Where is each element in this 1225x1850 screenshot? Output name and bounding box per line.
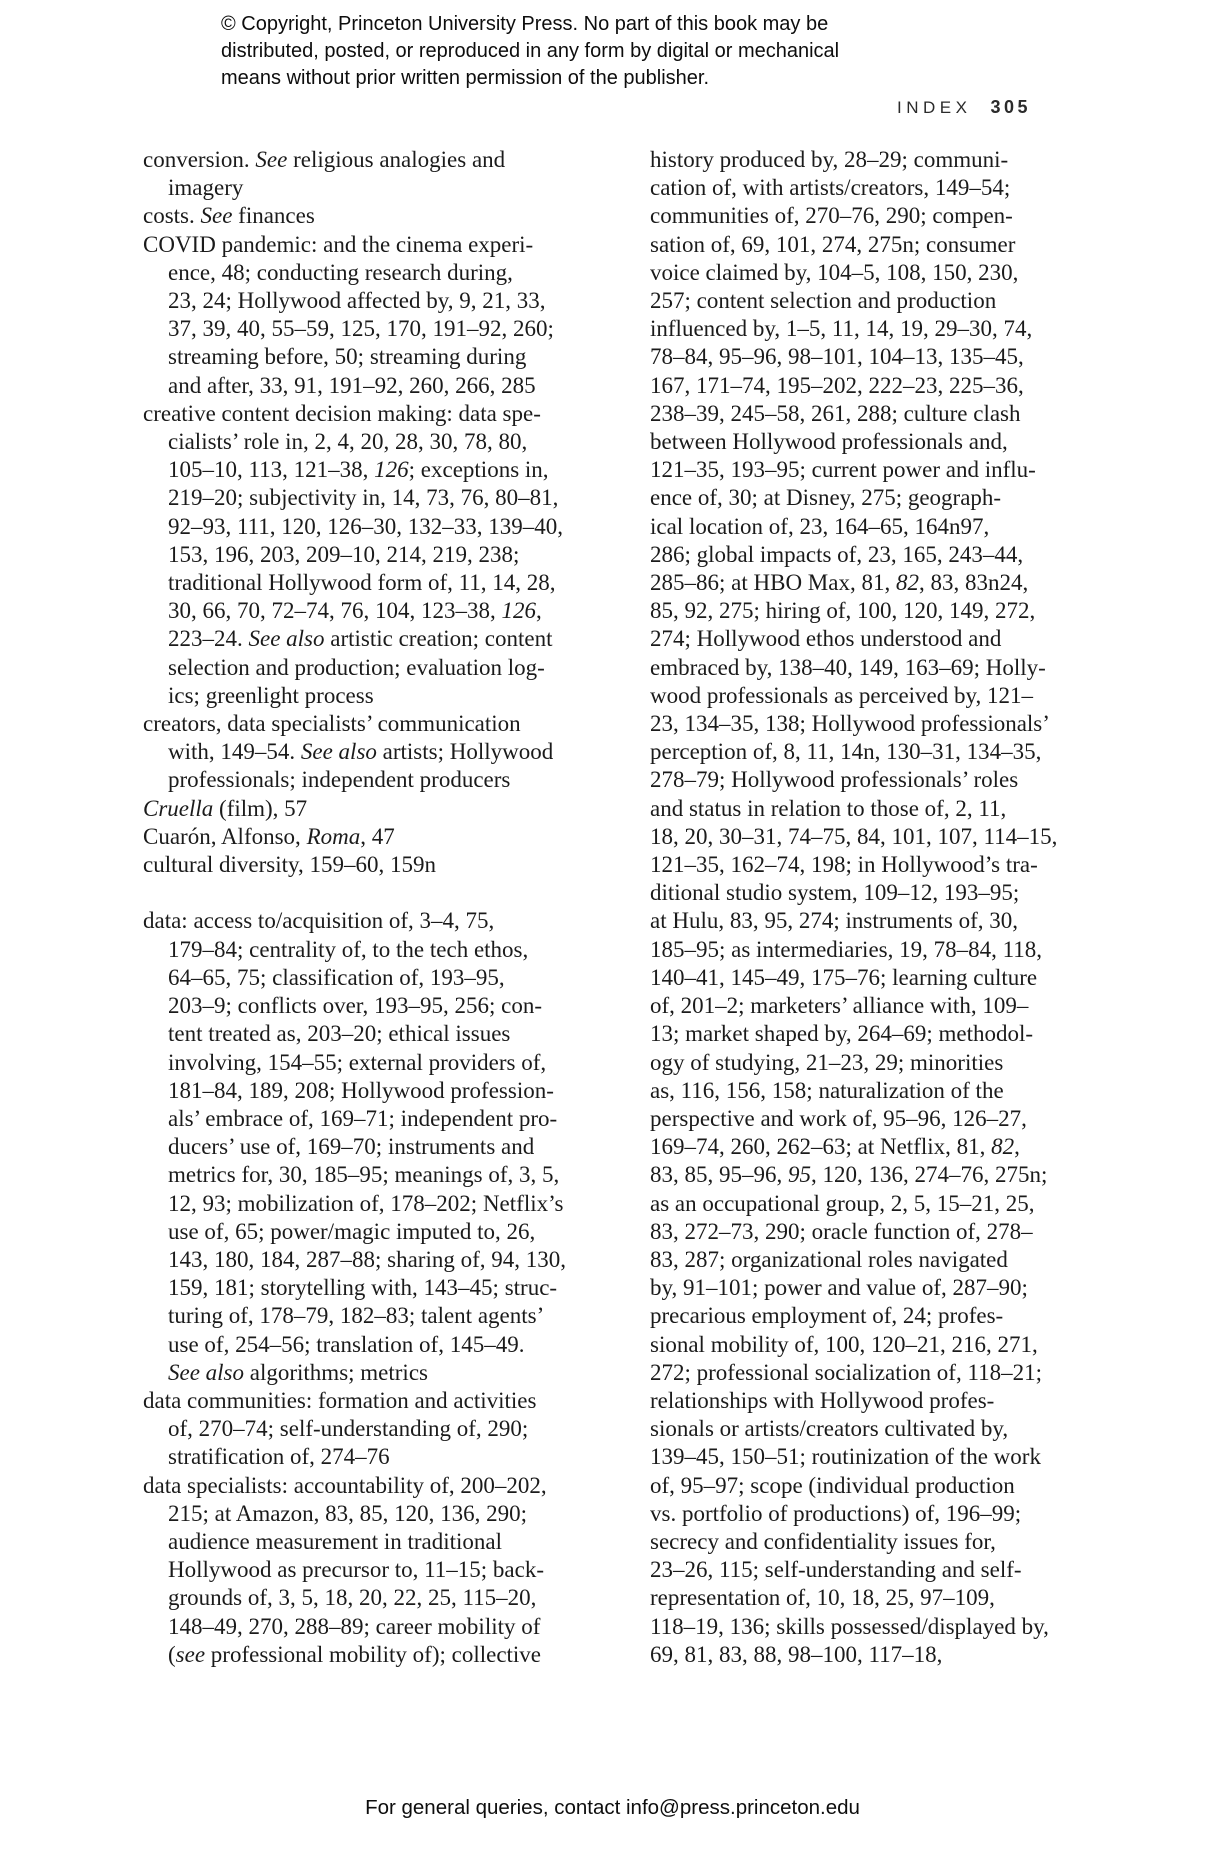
- index-line: ogy of studying, 21–23, 29; minorities: [650, 1049, 1004, 1075]
- index-line: 286; global impacts of, 23, 165, 243–44,: [650, 541, 1024, 567]
- index-line: 215; at Amazon, 83, 85, 120, 136, 290;: [168, 1500, 528, 1526]
- index-line: 167, 171–74, 195–202, 222–23, 225–36,: [650, 372, 1024, 398]
- footer-text: For general queries, contact info@press.princeton.edu: [365, 1796, 860, 1819]
- index-line: embraced by, 138–40, 149, 163–69; Holly-: [650, 654, 1046, 680]
- index-line: by, 91–101; power and value of, 287–90;: [650, 1275, 1028, 1301]
- index-line: 118–19, 136; skills possessed/displayed by,: [650, 1613, 1049, 1639]
- index-line: sation of, 69, 101, 274, 275n; consumer: [650, 231, 1016, 257]
- index-line: Cuarón, Alfonso, Roma, 47: [143, 823, 395, 849]
- index-line: wood professionals as perceived by, 121–: [650, 682, 1034, 708]
- index-line: conversion. See religious analogies and: [143, 147, 506, 172]
- index-line: history produced by, 28–29; communi-: [650, 147, 1009, 172]
- index-line: ditional studio system, 109–12, 193–95;: [650, 880, 1020, 906]
- index-line: communities of, 270–76, 290; compen-: [650, 203, 1013, 229]
- index-line: 139–45, 150–51; routinization of the work: [650, 1444, 1041, 1470]
- index-line: voice claimed by, 104–5, 108, 150, 230,: [650, 259, 1019, 285]
- index-line: 85, 92, 275; hiring of, 100, 120, 149, 272,: [650, 598, 1036, 624]
- index-line: 159, 181; storytelling with, 143–45; struc-: [168, 1275, 558, 1301]
- index-line: Cruella (film), 57: [143, 795, 308, 821]
- index-line: creators, data specialists’ communication: [143, 711, 521, 737]
- index-line: Hollywood as precursor to, 11–15; back-: [168, 1557, 545, 1583]
- index-line: sional mobility of, 100, 120–21, 216, 271,: [650, 1331, 1038, 1357]
- index-line: data specialists: accountability of, 200–202,: [143, 1472, 547, 1498]
- index-left-column: [143, 146, 633, 1669]
- index-line: 203–9; conflicts over, 193–95, 256; con-: [168, 993, 543, 1019]
- index-line: grounds of, 3, 5, 18, 20, 22, 25, 115–20,: [168, 1585, 537, 1611]
- index-line: professionals; independent producers: [168, 767, 511, 793]
- index-line: 23, 134–35, 138; Hollywood professionals’: [650, 711, 1050, 737]
- index-line: perception of, 8, 11, 14n, 130–31, 134–35,: [650, 739, 1042, 765]
- index-line: 69, 81, 83, 88, 98–100, 117–18,: [650, 1641, 943, 1667]
- index-line: 23, 24; Hollywood affected by, 9, 21, 33,: [168, 288, 546, 314]
- index-line: cultural diversity, 159–60, 159n: [143, 852, 436, 878]
- index-line: streaming before, 50; streaming during: [168, 344, 527, 370]
- index-line: 274; Hollywood ethos understood and: [650, 626, 1002, 652]
- index-line: 64–65, 75; classification of, 193–95,: [168, 964, 505, 990]
- index-title: INDEX: [897, 98, 972, 117]
- index-line: 272; professional socialization of, 118–21;: [650, 1359, 1042, 1385]
- copyright-line: © Copyright, Princeton University Press. No part of this book may be: [221, 13, 829, 35]
- index-line: See also algorithms; metrics: [168, 1359, 428, 1385]
- index-line: metrics for, 30, 185–95; meanings of, 3, 5,: [168, 1162, 560, 1188]
- index-line: creative content decision making: data spe-: [143, 400, 541, 426]
- copyright-line: means without prior written permission of the publisher.: [221, 67, 710, 89]
- index-line: turing of, 178–79, 182–83; talent agents’: [168, 1303, 545, 1329]
- index-line: relationships with Hollywood profes-: [650, 1387, 995, 1413]
- copyright-line: distributed, posted, or reproduced in any form by digital or mechanical: [221, 40, 840, 62]
- index-line: tent treated as, 203–20; ethical issues: [168, 1021, 511, 1047]
- index-line: 238–39, 245–58, 261, 288; culture clash: [650, 400, 1021, 426]
- index-line: and status in relation to those of, 2, 11,: [650, 795, 1007, 821]
- index-line: 143, 180, 184, 287–88; sharing of, 94, 130,: [168, 1246, 567, 1272]
- index-line: 12, 93; mobilization of, 178–202; Netflix’s: [168, 1190, 564, 1216]
- index-line: 278–79; Hollywood professionals’ roles: [650, 767, 1019, 793]
- index-line: 83, 287; organizational roles navigated: [650, 1246, 1008, 1272]
- index-line: as, 116, 156, 158; naturalization of the: [650, 1077, 1004, 1103]
- index-line: use of, 254–56; translation of, 145–49.: [168, 1331, 525, 1357]
- index-line: 18, 20, 30–31, 74–75, 84, 101, 107, 114–15,: [650, 823, 1058, 849]
- index-line: stratification of, 274–76: [168, 1444, 390, 1470]
- index-line: secrecy and confidentiality issues for,: [650, 1528, 996, 1554]
- index-line: COVID pandemic: and the cinema experi-: [143, 231, 534, 257]
- index-line: 121–35, 162–74, 198; in Hollywood’s tra-: [650, 852, 1038, 878]
- index-line: perspective and work of, 95–96, 126–27,: [650, 1105, 1027, 1131]
- index-line: 30, 66, 70, 72–74, 76, 104, 123–38, 126,: [168, 598, 542, 624]
- index-line: 83, 85, 95–96, 95, 120, 136, 274–76, 275n;: [650, 1162, 1048, 1188]
- index-line: costs. See finances: [143, 203, 315, 229]
- index-line: 105–10, 113, 121–38, 126; exceptions in,: [168, 457, 549, 483]
- index-line: cialists’ role in, 2, 4, 20, 28, 30, 78, 80,: [168, 429, 528, 455]
- index-line: and after, 33, 91, 191–92, 260, 266, 285: [168, 372, 536, 398]
- index-line: ics; greenlight process: [168, 682, 374, 708]
- index-line: 83, 272–73, 290; oracle function of, 278–: [650, 1218, 1033, 1244]
- index-line: of, 270–74; self-understanding of, 290;: [168, 1416, 529, 1442]
- index-line: at Hulu, 83, 95, 274; instruments of, 30,: [650, 908, 1018, 934]
- copyright-notice: [221, 11, 981, 92]
- index-line: use of, 65; power/magic imputed to, 26,: [168, 1218, 536, 1244]
- index-line: of, 95–97; scope (individual production: [650, 1472, 1015, 1498]
- index-line: ence of, 30; at Disney, 275; geograph-: [650, 485, 1002, 511]
- index-line: 148–49, 270, 288–89; career mobility of: [168, 1613, 541, 1639]
- index-right-column: [650, 146, 1140, 1669]
- index-line: as an occupational group, 2, 5, 15–21, 25,: [650, 1190, 1035, 1216]
- index-line: with, 149–54. See also artists; Hollywood: [168, 739, 554, 765]
- index-line: 169–74, 260, 262–63; at Netflix, 81, 82,: [650, 1134, 1020, 1160]
- index-line: ducers’ use of, 169–70; instruments and: [168, 1134, 535, 1160]
- index-line: [143, 879, 633, 907]
- index-line: audience measurement in traditional: [168, 1528, 503, 1554]
- index-line: 23–26, 115; self-understanding and self-: [650, 1557, 1022, 1583]
- page-number: 305: [990, 97, 1032, 117]
- index-line: 257; content selection and production: [650, 288, 997, 314]
- index-line: sionals or artists/creators cultivated by,: [650, 1416, 1009, 1442]
- index-line: ical location of, 23, 164–65, 164n97,: [650, 513, 990, 539]
- index-line: 219–20; subjectivity in, 14, 73, 76, 80–81,: [168, 485, 559, 511]
- index-line: imagery: [168, 175, 244, 201]
- index-line: selection and production; evaluation log-: [168, 654, 545, 680]
- index-line: 181–84, 189, 208; Hollywood profession-: [168, 1077, 554, 1103]
- index-line: ence, 48; conducting research during,: [168, 259, 513, 285]
- index-line: 223–24. See also artistic creation; content: [168, 626, 553, 652]
- index-line: 153, 196, 203, 209–10, 214, 219, 238;: [168, 541, 520, 567]
- index-line: (see professional mobility of); collective: [168, 1641, 542, 1667]
- index-line: 78–84, 95–96, 98–101, 104–13, 135–45,: [650, 344, 1024, 370]
- index-line: precarious employment of, 24; profes-: [650, 1303, 1004, 1329]
- page-footer: [0, 1796, 1225, 1820]
- index-line: 13; market shaped by, 264–69; methodol-: [650, 1021, 1034, 1047]
- index-line: representation of, 10, 18, 25, 97–109,: [650, 1585, 995, 1611]
- index-line: 285–86; at HBO Max, 81, 82, 83, 83n24,: [650, 570, 1029, 596]
- index-line: traditional Hollywood form of, 11, 14, 28,: [168, 570, 556, 596]
- index-line: als’ embrace of, 169–71; independent pro-: [168, 1105, 558, 1131]
- index-line: 37, 39, 40, 55–59, 125, 170, 191–92, 260;: [168, 316, 554, 342]
- index-line: data communities: formation and activities: [143, 1387, 537, 1413]
- index-line: influenced by, 1–5, 11, 14, 19, 29–30, 74,: [650, 316, 1033, 342]
- index-line: 179–84; centrality of, to the tech ethos,: [168, 936, 529, 962]
- running-head: [897, 97, 1031, 118]
- index-line: 121–35, 193–95; current power and influ-: [650, 457, 1036, 483]
- index-line: between Hollywood professionals and,: [650, 429, 1008, 455]
- index-line: of, 201–2; marketers’ alliance with, 109–: [650, 993, 1029, 1019]
- index-line: vs. portfolio of productions) of, 196–99;: [650, 1500, 1022, 1526]
- index-line: 140–41, 145–49, 175–76; learning culture: [650, 964, 1038, 990]
- index-line: involving, 154–55; external providers of,: [168, 1049, 547, 1075]
- index-line: 92–93, 111, 120, 126–30, 132–33, 139–40,: [168, 513, 564, 539]
- index-line: data: access to/acquisition of, 3–4, 75,: [143, 908, 495, 934]
- index-line: 185–95; as intermediaries, 19, 78–84, 118,: [650, 936, 1042, 962]
- index-line: cation of, with artists/creators, 149–54;: [650, 175, 1011, 201]
